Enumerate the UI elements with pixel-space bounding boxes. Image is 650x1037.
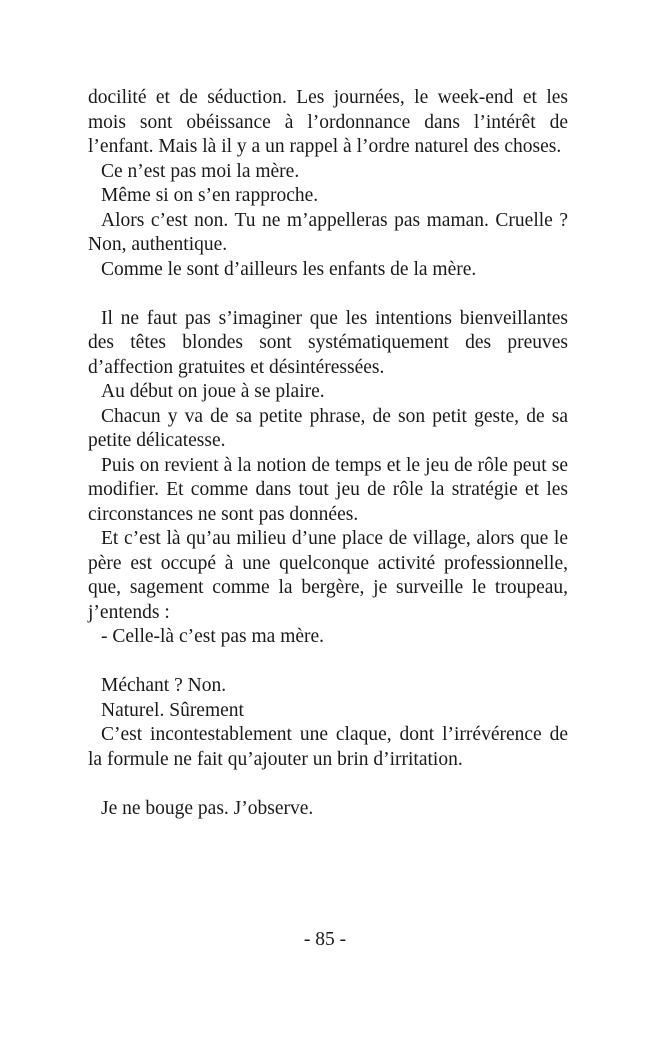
paragraph: Naturel. Sûrement	[101, 699, 244, 721]
paragraph: Alors c’est non. Tu ne m’appelleras pas maman. Cruelle ? Non, authentique.	[88, 209, 568, 255]
paragraph-gap	[88, 772, 568, 797]
paragraph: - Celle-là c’est pas ma mère.	[101, 626, 325, 647]
paragraph: Il ne faut pas s’imaginer que les intentions bienveillantes des têtes blondes sont systématiquement des preuves d’affection gratuites et désintéressées.	[88, 307, 568, 378]
paragraph-gap	[88, 282, 568, 307]
paragraph: Chacun y va de sa petite phrase, de son petit geste, de sa petite délicatesse.	[88, 405, 568, 451]
paragraph: Même si on s’en rapproche.	[101, 185, 319, 206]
paragraph: Puis on revient à la notion de temps et le jeu de rôle peut se modifier. Et comme dans tout jeu de rôle la stratégie et les circonstances ne sont pas données.	[88, 454, 568, 525]
paragraph: C’est incontestablement une claque, dont l’irrévérence de la formule ne fait qu’ajouter un brin d’irritation.	[88, 724, 568, 770]
paragraph: Au début on joue à se plaire.	[101, 381, 325, 402]
page-number: - 85 -	[303, 929, 347, 950]
paragraph: docilité et de séduction. Les journées, le week-end et les mois sont obéissance à l’ordonnance dans l’intérêt de l’enfant. Mais là il y a un rappel à l’ordre naturel des choses.	[88, 87, 568, 157]
paragraph: Et c’est là qu’au milieu d’une place de village, alors que le père est occupé à une quelconque activité professionnelle, que, sagement comme la bergère, je surveille le troupeau, j’entends :	[88, 528, 568, 623]
page-body	[88, 86, 568, 821]
paragraph: Je ne bouge pas. J’observe.	[101, 797, 314, 819]
paragraph: Comme le sont d’ailleurs les enfants de la mère.	[101, 258, 477, 280]
paragraph-gap	[88, 650, 568, 675]
paragraph: Méchant ? Non.	[101, 675, 227, 696]
paragraph: Ce n’est pas moi la mère.	[101, 160, 300, 182]
